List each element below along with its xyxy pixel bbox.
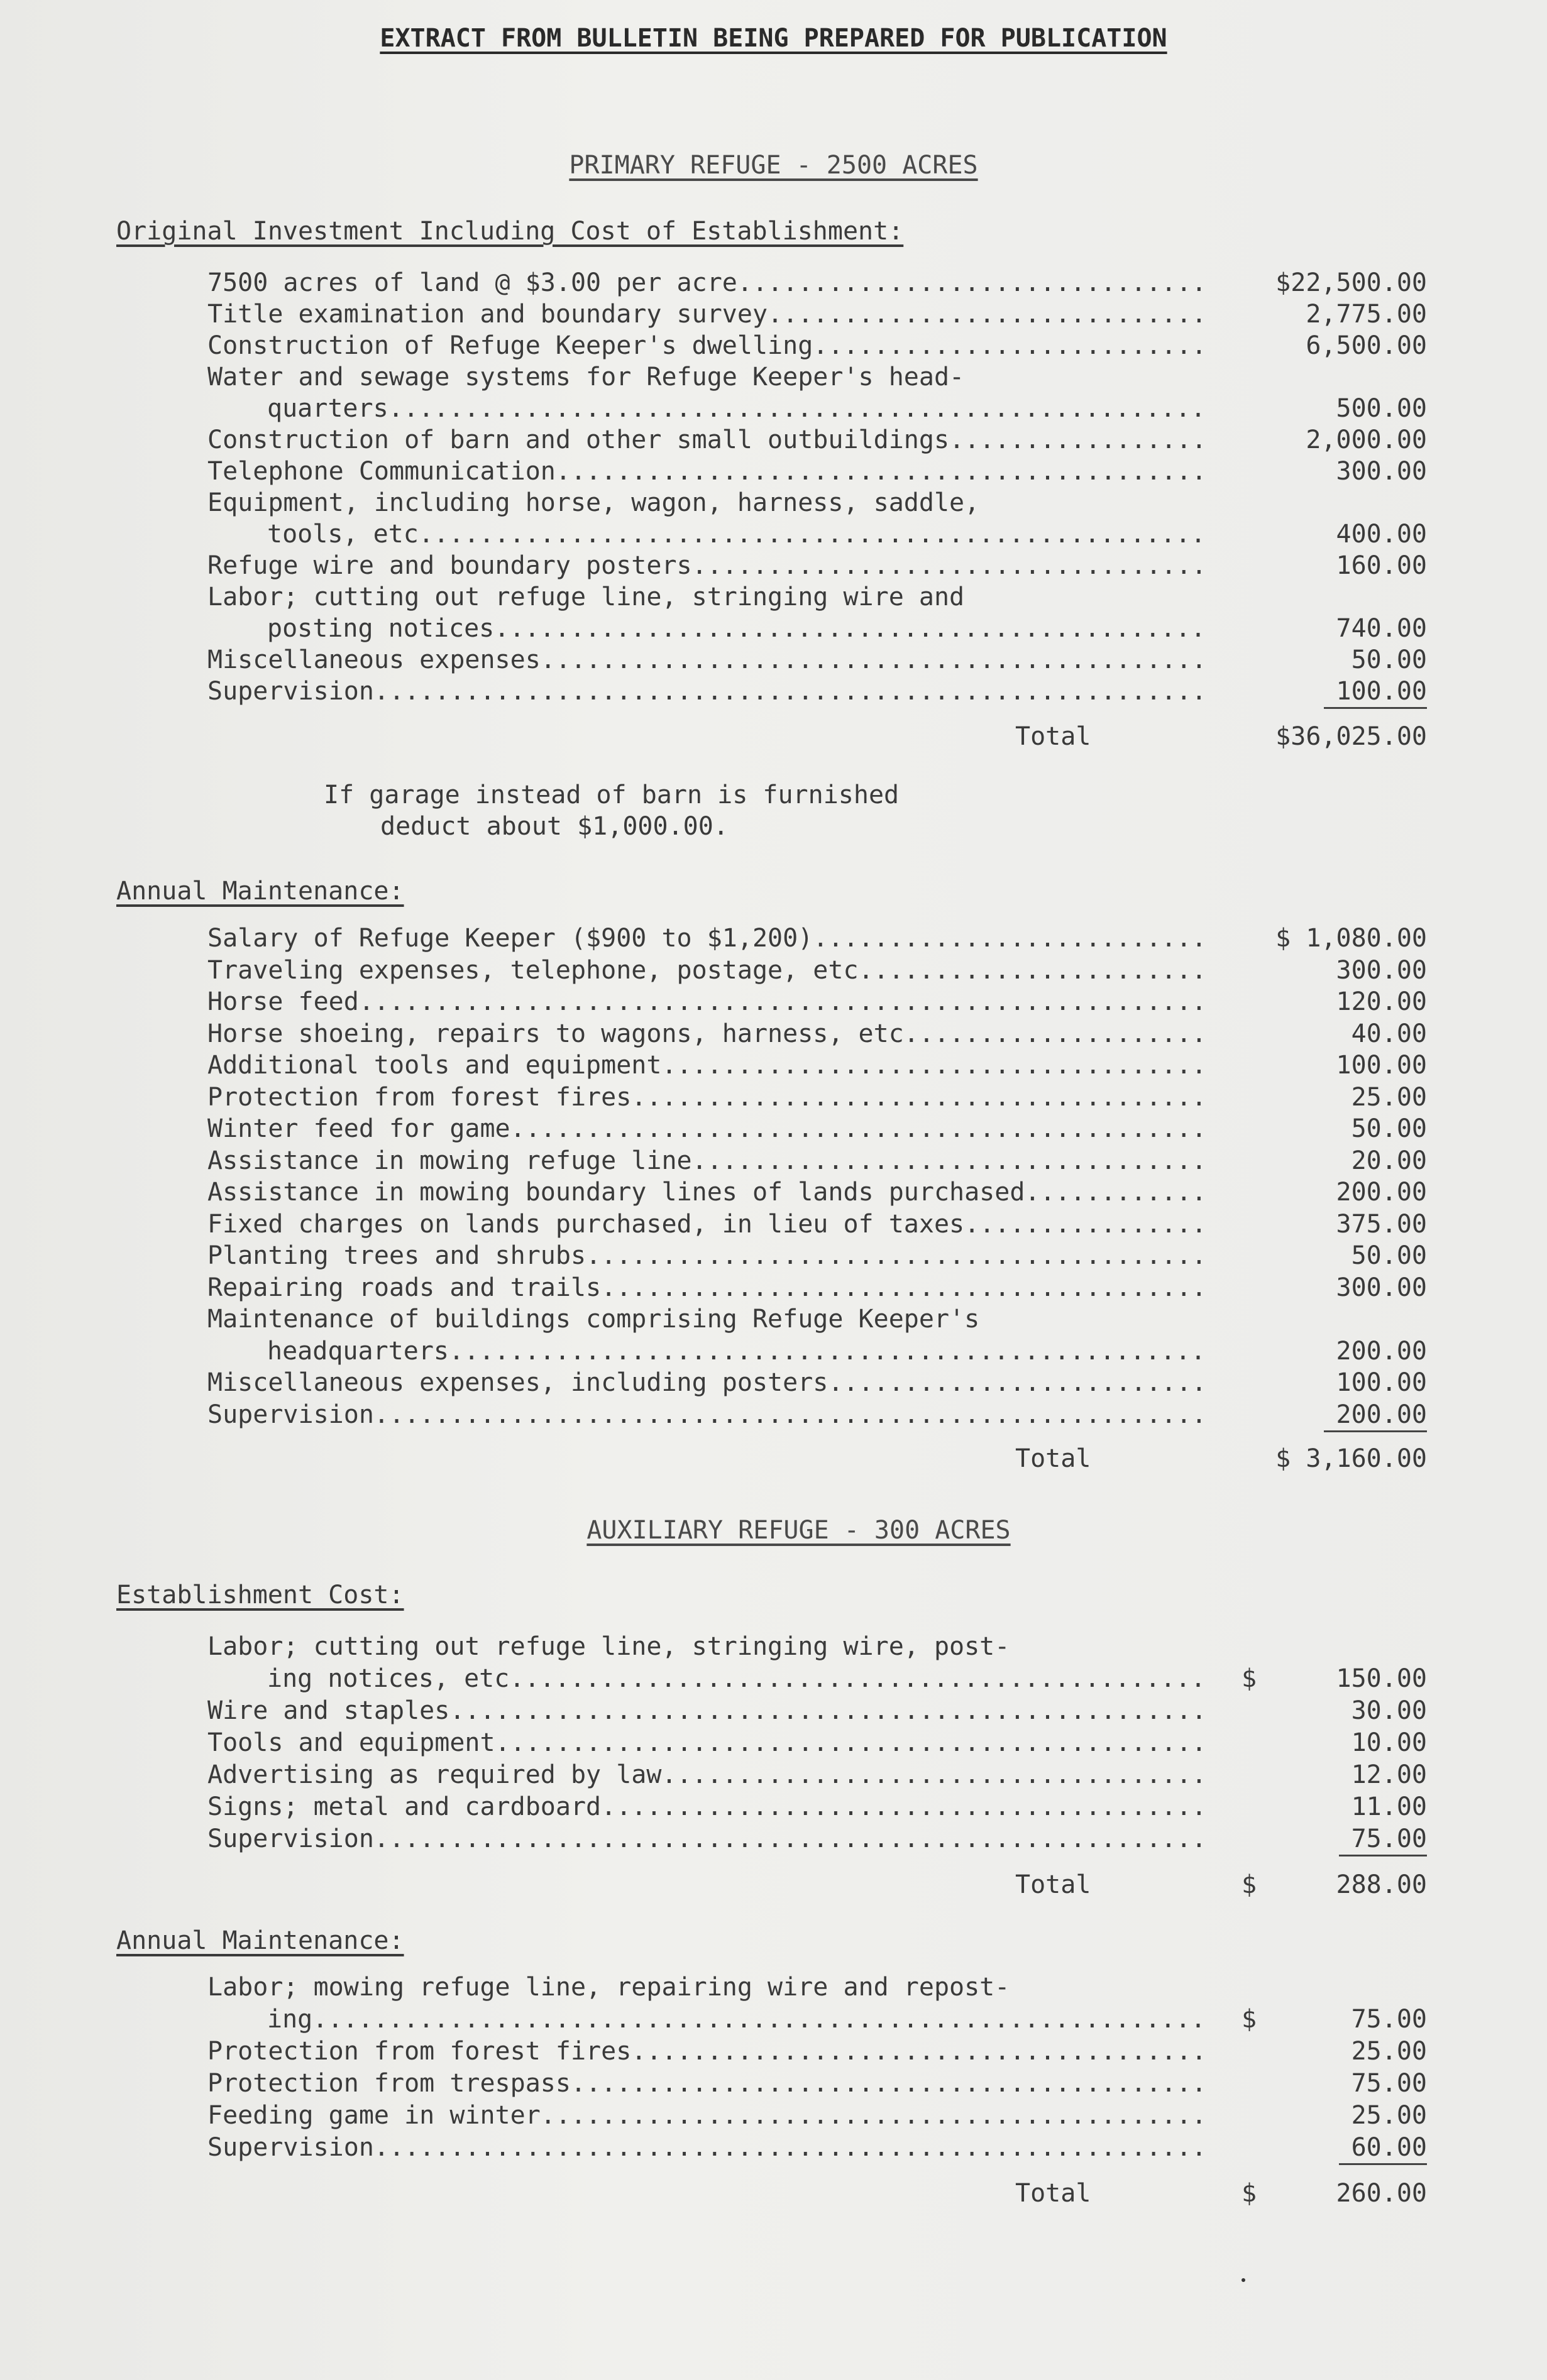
auxiliary-maintenance-label: Annual Maintenance: xyxy=(116,1926,404,1955)
ledger-row xyxy=(207,923,1427,954)
ledger-row xyxy=(207,424,1427,456)
ledger-row xyxy=(207,2068,1427,2099)
item-amount: 740.00 xyxy=(1336,614,1427,643)
item-description: Water and sewage systems for Refuge Keeper's head- xyxy=(207,363,965,392)
item-amount: 2,775.00 xyxy=(1306,300,1427,329)
item-description: Horse shoeing, repairs to wagons, harness, etc.................... xyxy=(207,1019,1207,1048)
total-amount: $ 3,160.00 xyxy=(1275,1444,1427,1473)
item-description: Labor; cutting out refuge line, stringing wire, post- xyxy=(207,1632,1010,1661)
ledger-row xyxy=(207,1971,1427,2003)
ledger-row xyxy=(207,361,1427,393)
item-description: Labor; cutting out refuge line, stringing wire and xyxy=(207,583,965,611)
item-description: Wire and staples.................................................. xyxy=(207,1696,1207,1725)
ledger-row xyxy=(207,1209,1427,1240)
document-title: EXTRACT FROM BULLETIN BEING PREPARED FOR PUBLICATION xyxy=(380,24,1167,53)
total-row xyxy=(207,721,1427,752)
item-description: Horse feed........................................................ xyxy=(207,987,1207,1016)
ledger-row xyxy=(207,1050,1427,1081)
ledger-row xyxy=(207,581,1427,613)
item-amount: 100.00 xyxy=(1336,1051,1427,1080)
item-amount: 375.00 xyxy=(1336,1209,1427,1239)
item-description: Assistance in mowing refuge line.................................. xyxy=(207,1146,1207,1175)
item-amount: 12.00 xyxy=(1351,1760,1427,1789)
ledger-row xyxy=(207,1240,1427,1271)
total-amount: 288.00 xyxy=(1336,1870,1427,1899)
item-amount: 25.00 xyxy=(1351,2037,1427,2066)
ledger-row xyxy=(207,1663,1427,1694)
ledger-row xyxy=(207,1272,1427,1303)
total-label: Total xyxy=(1015,2179,1091,2208)
investment-label: Original Investment Including Cost of Establishment: xyxy=(116,217,904,246)
ledger-row xyxy=(207,2004,1427,2035)
ledger-row xyxy=(207,1018,1427,1050)
item-amount: 75.00 xyxy=(1351,2069,1427,2098)
item-amount: 25.00 xyxy=(1351,1082,1427,1112)
garage-note: If garage instead of barn is furnished deduct about $1,000.00. xyxy=(324,781,900,841)
ledger-row xyxy=(207,1335,1427,1367)
total-label: Total xyxy=(1015,1444,1091,1473)
item-description: Refuge wire and boundary posters.................................. xyxy=(207,551,1207,580)
item-description: Planting trees and shrubs......................................... xyxy=(207,1241,1207,1270)
ledger-row xyxy=(207,330,1427,361)
ledger-row xyxy=(207,1082,1427,1113)
item-amount: 30.00 xyxy=(1351,1696,1427,1725)
item-description: posting notices............................................... xyxy=(267,614,1206,643)
auxiliary-refuge-heading: AUXILIARY REFUGE - 300 ACRES xyxy=(586,1516,1011,1545)
item-description: Supervision....................................................... xyxy=(207,677,1207,706)
total-row xyxy=(207,2178,1427,2209)
item-description: Advertising as required by law.................................... xyxy=(207,1760,1207,1789)
item-amount: 200.00 xyxy=(1324,1399,1428,1432)
ledger-row xyxy=(207,487,1427,518)
ledger-row xyxy=(207,613,1427,644)
ledger-row xyxy=(207,1791,1427,1823)
ledger-row xyxy=(207,2036,1427,2067)
item-amount: 500.00 xyxy=(1336,394,1427,423)
item-amount: 150.00 xyxy=(1336,1664,1427,1693)
item-amount: 50.00 xyxy=(1351,1114,1427,1143)
item-description: headquarters.................................................. xyxy=(267,1336,1206,1366)
establishment-label: Establishment Cost: xyxy=(116,1581,404,1610)
item-description: Salary of Refuge Keeper ($900 to $1,200).......................... xyxy=(207,924,1207,953)
primary-maintenance-label: Annual Maintenance: xyxy=(116,877,404,906)
item-description: Supervision....................................................... xyxy=(207,1400,1207,1429)
item-amount: 100.00 xyxy=(1336,1368,1427,1397)
item-amount: $22,500.00 xyxy=(1275,268,1427,297)
currency-symbol: $ xyxy=(1241,1664,1257,1693)
item-amount: 2,000.00 xyxy=(1306,425,1427,454)
ledger-row xyxy=(207,1727,1427,1758)
item-amount: 100.00 xyxy=(1324,676,1428,709)
ledger-row xyxy=(207,986,1427,1017)
item-description: Miscellaneous expenses............................................ xyxy=(207,645,1207,674)
item-amount: 40.00 xyxy=(1351,1019,1427,1048)
item-amount: 11.00 xyxy=(1351,1792,1427,1821)
ledger-row xyxy=(207,2100,1427,2131)
ledger-row xyxy=(207,299,1427,330)
item-description: Construction of Refuge Keeper's dwelling.......................... xyxy=(207,331,1207,360)
ledger-row xyxy=(207,676,1427,707)
item-amount: 200.00 xyxy=(1336,1336,1427,1366)
total-currency-symbol: $ xyxy=(1241,2179,1257,2208)
ledger-row xyxy=(207,1113,1427,1144)
item-description: Labor; mowing refuge line, repairing wire and repost- xyxy=(207,1973,1010,2002)
item-amount: 300.00 xyxy=(1336,955,1427,985)
item-amount: $ 1,080.00 xyxy=(1275,924,1427,953)
item-amount: 20.00 xyxy=(1351,1146,1427,1175)
ledger-row xyxy=(207,1823,1427,1855)
item-description: Equipment, including horse, wagon, harness, saddle, xyxy=(207,488,980,517)
item-description: Miscellaneous expenses, including posters......................... xyxy=(207,1368,1207,1397)
ledger-row xyxy=(207,644,1427,676)
item-amount: 75.00 xyxy=(1351,2005,1427,2034)
ledger-row xyxy=(207,955,1427,986)
item-description: Maintenance of buildings comprising Refuge Keeper's xyxy=(207,1305,980,1334)
item-description: ing........................................................... xyxy=(267,2005,1206,2034)
item-description: quarters...................................................... xyxy=(267,394,1206,423)
item-description: Title examination and boundary survey............................. xyxy=(207,300,1207,329)
item-amount: 300.00 xyxy=(1336,457,1427,486)
item-amount: 75.00 xyxy=(1339,1823,1427,1856)
ledger-row xyxy=(207,456,1427,487)
item-amount: 50.00 xyxy=(1351,645,1427,674)
ledger-row xyxy=(207,1399,1427,1430)
total-row xyxy=(207,1869,1427,1900)
ledger-row xyxy=(207,1631,1427,1662)
item-amount: 120.00 xyxy=(1336,987,1427,1016)
item-description: Protection from trespass.......................................... xyxy=(207,2069,1207,2098)
item-amount: 60.00 xyxy=(1339,2132,1427,2165)
total-currency-symbol: $ xyxy=(1241,1870,1257,1899)
total-amount: 260.00 xyxy=(1336,2179,1427,2208)
currency-symbol: $ xyxy=(1241,2005,1257,2034)
item-description: Protection from forest fires...................................... xyxy=(207,1082,1207,1112)
total-row xyxy=(207,1443,1427,1474)
item-description: Tools and equipment............................................... xyxy=(207,1728,1207,1757)
item-amount: 6,500.00 xyxy=(1306,331,1427,360)
item-amount: 160.00 xyxy=(1336,551,1427,580)
item-description: Supervision....................................................... xyxy=(207,1824,1207,1853)
item-amount: 10.00 xyxy=(1351,1728,1427,1757)
item-description: Supervision....................................................... xyxy=(207,2133,1207,2162)
item-amount: 300.00 xyxy=(1336,1273,1427,1302)
total-amount: $36,025.00 xyxy=(1275,722,1427,751)
ledger-row xyxy=(207,1695,1427,1726)
ledger-row xyxy=(207,2132,1427,2163)
item-description: ing notices, etc.............................................. xyxy=(267,1664,1206,1693)
ledger-row xyxy=(207,1303,1427,1335)
item-amount: 50.00 xyxy=(1351,1241,1427,1270)
item-description: 7500 acres of land @ $3.00 per acre............................... xyxy=(207,268,1207,297)
item-description: Repairing roads and trails........................................ xyxy=(207,1273,1207,1302)
stray-mark xyxy=(1241,2278,1245,2282)
ledger-row xyxy=(207,393,1427,424)
item-description: Protection from forest fires...................................... xyxy=(207,2037,1207,2066)
total-label: Total xyxy=(1015,1870,1091,1899)
item-description: Fixed charges on lands purchased, in lieu of taxes................ xyxy=(207,1209,1207,1239)
ledger-row xyxy=(207,1759,1427,1790)
item-description: Construction of barn and other small outbuildings................. xyxy=(207,425,1207,454)
item-description: Winter feed for game.............................................. xyxy=(207,1114,1207,1143)
item-description: Feeding game in winter............................................ xyxy=(207,2101,1207,2130)
ledger-row xyxy=(207,1145,1427,1176)
primary-refuge-heading: PRIMARY REFUGE - 2500 ACRES xyxy=(569,151,978,180)
item-description: Signs; metal and cardboard........................................ xyxy=(207,1792,1207,1821)
item-description: Additional tools and equipment.................................... xyxy=(207,1051,1207,1080)
item-amount: 400.00 xyxy=(1336,520,1427,549)
item-description: Traveling expenses, telephone, postage, etc....................... xyxy=(207,955,1207,985)
item-description: tools, etc.................................................... xyxy=(267,520,1206,549)
ledger-row xyxy=(207,550,1427,581)
total-label: Total xyxy=(1015,722,1091,751)
ledger-row xyxy=(207,1176,1427,1208)
ledger-row xyxy=(207,267,1427,299)
item-description: Assistance in mowing boundary lines of lands purchased............ xyxy=(207,1178,1207,1207)
ledger-row xyxy=(207,518,1427,550)
item-amount: 25.00 xyxy=(1351,2101,1427,2130)
ledger-row xyxy=(207,1367,1427,1398)
item-amount: 200.00 xyxy=(1336,1178,1427,1207)
item-description: Telephone Communication........................................... xyxy=(207,457,1207,486)
